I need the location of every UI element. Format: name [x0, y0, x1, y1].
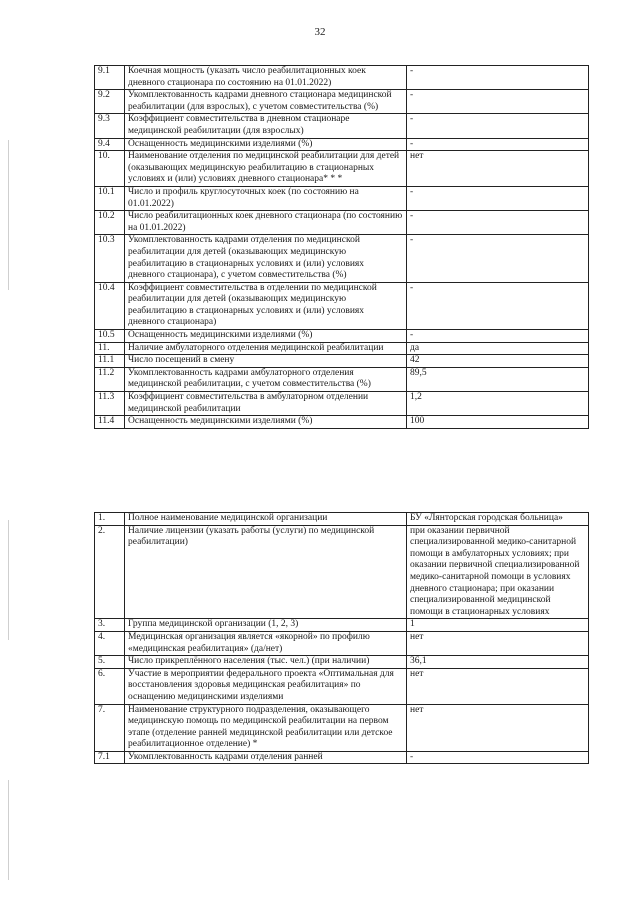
- row-value: -: [407, 211, 589, 235]
- table-row: [95, 704, 589, 751]
- scan-edge-mark: [8, 780, 9, 880]
- row-name: Число и профиль круглосуточных коек (по состоянию на 01.01.2022): [125, 186, 407, 210]
- row-number: 4.: [95, 631, 125, 655]
- rehabilitation-indicators-table: [94, 65, 589, 429]
- row-value: 1,2: [407, 392, 589, 416]
- row-name: Участие в мероприятии федерального проекта «Оптимальная для восстановления здоровья медицинская реабилитация» по оснащению медицинскими изделиями: [125, 668, 407, 704]
- row-value: 89,5: [407, 367, 589, 391]
- table-row: [95, 138, 589, 151]
- row-name: Полное наименование медицинской организации: [125, 513, 407, 526]
- table-row: [95, 513, 589, 526]
- scan-edge-mark: [8, 140, 9, 290]
- row-number: 10.5: [95, 330, 125, 343]
- table-row: [95, 186, 589, 210]
- row-number: 2.: [95, 525, 125, 619]
- row-name: Наименование структурного подразделения, оказывающего медицинскую помощь по медицинской реабилитации на первом этапе (отделение ранней медицинской реабилитации или детское реабилитационное отделение) *: [125, 704, 407, 751]
- row-name: Коэффициент совместительства в отделении по медицинской реабилитации для детей (оказывающих медицинскую реабилитацию в стационарных условиях и (или) условиях дневного стационара): [125, 282, 407, 329]
- row-number: 9.1: [95, 66, 125, 90]
- table-row: [95, 114, 589, 138]
- row-name: Число реабилитационных коек дневного стационара (по состоянию на 01.01.2022): [125, 211, 407, 235]
- table-row: [95, 668, 589, 704]
- row-value: да: [407, 342, 589, 355]
- row-number: 9.4: [95, 138, 125, 151]
- row-name: Наименование отделения по медицинской реабилитации для детей (оказывающих медицинскую реабилитацию в стационарных условиях и (или) условиях дневного стационара* * *: [125, 151, 407, 187]
- row-value: -: [407, 90, 589, 114]
- table-row: [95, 656, 589, 669]
- row-number: 10.1: [95, 186, 125, 210]
- row-value: -: [407, 330, 589, 343]
- row-number: 5.: [95, 656, 125, 669]
- row-name: Наличие амбулаторного отделения медицинской реабилитации: [125, 342, 407, 355]
- row-name: Число посещений в смену: [125, 355, 407, 368]
- row-name: Медицинская организация является «якорной» по профилю «медицинская реабилитация» (да/нет): [125, 631, 407, 655]
- row-name: Наличие лицензии (указать работы (услуги) по медицинской реабилитации): [125, 525, 407, 619]
- row-number: 7.1: [95, 751, 125, 764]
- table-row: [95, 367, 589, 391]
- organization-info-table: [94, 512, 589, 764]
- table-row: [95, 525, 589, 619]
- row-name: Число прикреплённого населения (тыс. чел.) (при наличии): [125, 656, 407, 669]
- row-name: Укомплектованность кадрами амбулаторного отделения медицинской реабилитации, с учетом совместительства (%): [125, 367, 407, 391]
- table-row: [95, 342, 589, 355]
- row-value: нет: [407, 704, 589, 751]
- row-value: нет: [407, 631, 589, 655]
- row-number: 11.3: [95, 392, 125, 416]
- table-row: [95, 619, 589, 632]
- table-row: [95, 631, 589, 655]
- table-row: [95, 235, 589, 282]
- row-value: 42: [407, 355, 589, 368]
- row-name: Оснащенность медицинскими изделиями (%): [125, 416, 407, 429]
- row-name: Группа медицинской организации (1, 2, 3): [125, 619, 407, 632]
- row-number: 7.: [95, 704, 125, 751]
- row-number: 10.: [95, 151, 125, 187]
- table-row: [95, 90, 589, 114]
- row-name: Укомплектованность кадрами отделения ранней: [125, 751, 407, 764]
- row-value: -: [407, 751, 589, 764]
- row-number: 6.: [95, 668, 125, 704]
- row-number: 10.4: [95, 282, 125, 329]
- table-row: [95, 751, 589, 764]
- row-value: -: [407, 186, 589, 210]
- row-value: БУ «Лянторская городская больница»: [407, 513, 589, 526]
- row-name: Укомплектованность кадрами отделения по медицинской реабилитации для детей (оказывающих медицинскую реабилитацию в стационарных условиях и (или) условиях дневного стационара), с учетом совместительства (%): [125, 235, 407, 282]
- row-name: Коэффициент совместительства в амбулаторном отделении медицинской реабилитации: [125, 392, 407, 416]
- table-row: [95, 416, 589, 429]
- row-number: 11.: [95, 342, 125, 355]
- table-row: [95, 211, 589, 235]
- table-row: [95, 330, 589, 343]
- table-row: [95, 355, 589, 368]
- row-name: Оснащенность медицинскими изделиями (%): [125, 138, 407, 151]
- row-number: 10.3: [95, 235, 125, 282]
- table-row: [95, 66, 589, 90]
- row-value: при оказании первичной специализированной медико-санитарной помощи в амбулаторных условиях; при оказании первичной специализированной медико-санитарной помощи в условиях дневного стационара; при оказании специализированной медицинской помощи в стационарных условиях: [407, 525, 589, 619]
- scan-edge-mark: [8, 520, 9, 640]
- table-row: [95, 392, 589, 416]
- row-number: 3.: [95, 619, 125, 632]
- row-name: Коечная мощность (указать число реабилитационных коек дневного стационара по состоянию на 01.01.2022): [125, 66, 407, 90]
- page-number: 32: [314, 26, 326, 38]
- row-number: 11.1: [95, 355, 125, 368]
- row-value: -: [407, 282, 589, 329]
- row-value: нет: [407, 668, 589, 704]
- row-value: нет: [407, 151, 589, 187]
- row-value: 100: [407, 416, 589, 429]
- table-row: [95, 282, 589, 329]
- row-value: -: [407, 114, 589, 138]
- table-row: [95, 151, 589, 187]
- row-value: -: [407, 66, 589, 90]
- row-number: 10.2: [95, 211, 125, 235]
- row-number: 9.3: [95, 114, 125, 138]
- row-number: 1.: [95, 513, 125, 526]
- row-number: 9.2: [95, 90, 125, 114]
- row-value: -: [407, 235, 589, 282]
- row-name: Укомплектованность кадрами дневного стационара медицинской реабилитации (для взрослых), с учетом совместительства (%): [125, 90, 407, 114]
- row-value: 1: [407, 619, 589, 632]
- row-value: 36,1: [407, 656, 589, 669]
- row-value: -: [407, 138, 589, 151]
- row-number: 11.2: [95, 367, 125, 391]
- row-name: Оснащенность медицинскими изделиями (%): [125, 330, 407, 343]
- row-number: 11.4: [95, 416, 125, 429]
- row-name: Коэффициент совместительства в дневном стационаре медицинской реабилитации (для взрослых): [125, 114, 407, 138]
